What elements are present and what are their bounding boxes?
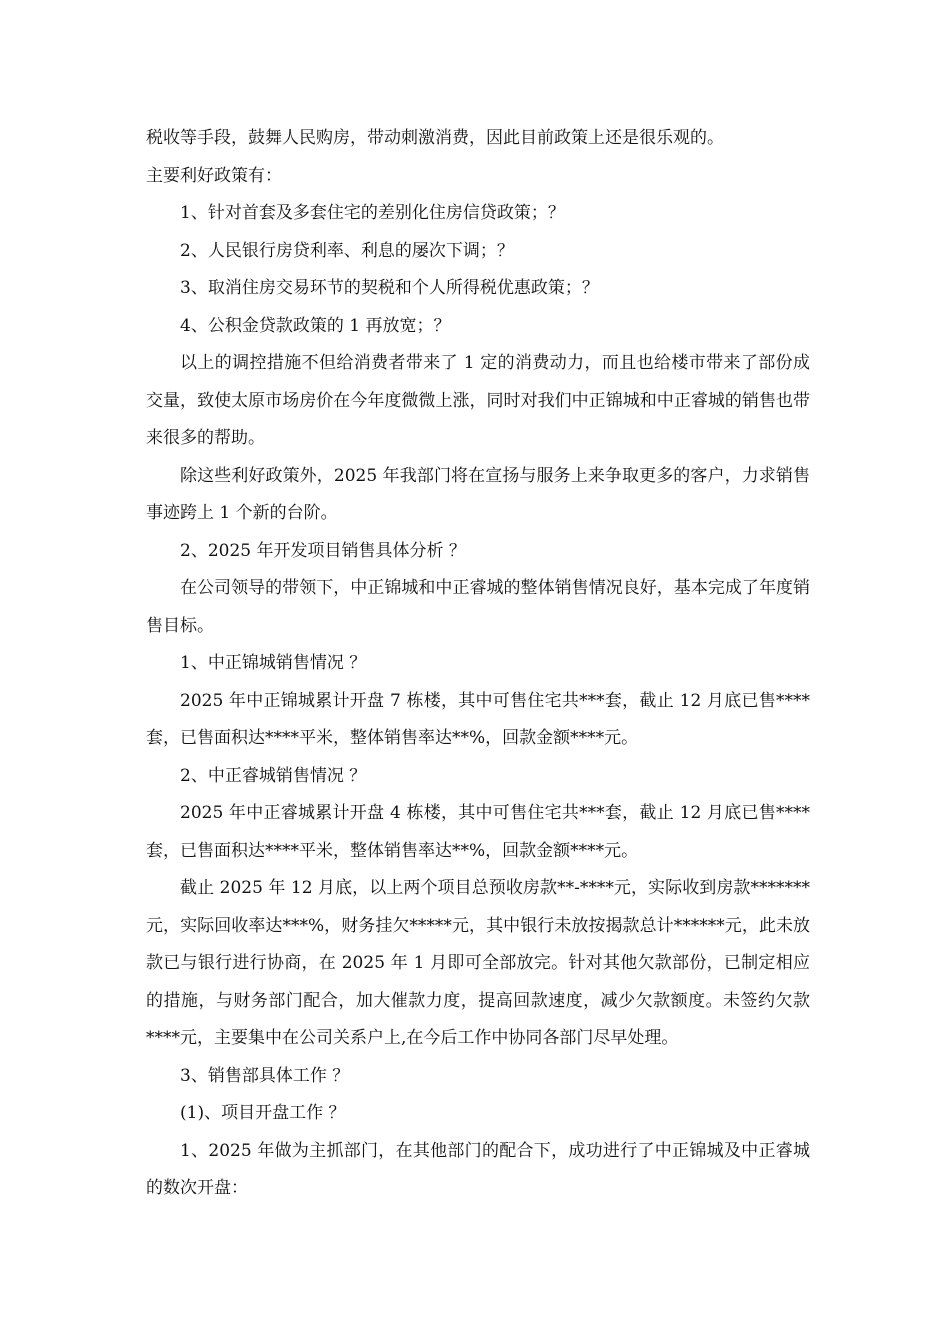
list-item: 3、取消住房交易环节的契税和个人所得税优惠政策；？	[180, 278, 599, 298]
section-heading: 3、销售部具体工作 ？	[180, 1065, 350, 1086]
paragraph: 2025 年中正锦城累计开盘 7 栋楼，其中可售住宅共***套，截止 12 月底已售****套，已售面积达****平米，整体销售率达**%，回款金额****元。	[146, 690, 810, 748]
paragraph: 以上的调控措施不但给消费者带来了 1 定的消费动力，而且也给楼市带来了部份成交量，致使太原市场房价在今年度微微上涨，同时对我们中正锦城和中正睿城的销售也带来很多的帮助。	[146, 353, 810, 448]
paragraph: 截止 2025 年 12 月底，以上两个项目总预收房款**-****元，实际收到房款*******元，实际回收率达***%，财务挂欠*****元，其中银行未放按揭款总计******元，此未放款已与银行进行协商，在 2025 年 1 月即可全部放完。针对其他欠款部份，已制定相应的措施，与财务部门配合，加大催款力度，提高回款速度，减少欠款额度。未签约欠款****元，主要集中在公司关系户上,在今后工作中协同各部门尽早处理。	[146, 878, 810, 1048]
paragraph: 1、2025 年做为主抓部门，在其他部门的配合下，成功进行了中正锦城及中正睿城的数次开盘：	[146, 1140, 810, 1198]
list-item: 2、人民银行房贷利率、利息的屡次下调；？	[180, 240, 514, 261]
paragraph: 2025 年中正睿城累计开盘 4 栋楼，其中可售住宅共***套，截止 12 月底已售****套，已售面积达****平米，整体销售率达**%，回款金额****元。	[146, 803, 810, 861]
paragraph: 税收等手段，鼓舞人民购房，带动刺激消费，因此目前政策上还是很乐观的。	[146, 128, 724, 148]
section-heading: 2、2025 年开发项目销售具体分析 ？	[180, 540, 466, 561]
list-item: 4、公积金贷款政策的 1 再放宽；？	[180, 315, 451, 336]
paragraph: 除这些利好政策外，2025 年我部门将在宣扬与服务上来争取更多的客户，力求销售事迹跨上 1 个新的台阶。	[146, 465, 810, 523]
section-heading: 1、中正锦城销售情况 ？	[180, 653, 367, 673]
section-heading: (1)、项目开盘工作 ？	[180, 1103, 346, 1123]
section-heading: 2、中正睿城销售情况 ？	[180, 765, 367, 786]
paragraph: 主要利好政策有：	[146, 165, 282, 186]
list-item: 1、针对首套及多套住宅的差别化住房信贷政策；？	[180, 203, 565, 223]
paragraph: 在公司领导的带领下，中正锦城和中正睿城的整体销售情况良好，基本完成了年度销售目标。	[146, 578, 810, 636]
document-page	[146, 120, 810, 1208]
